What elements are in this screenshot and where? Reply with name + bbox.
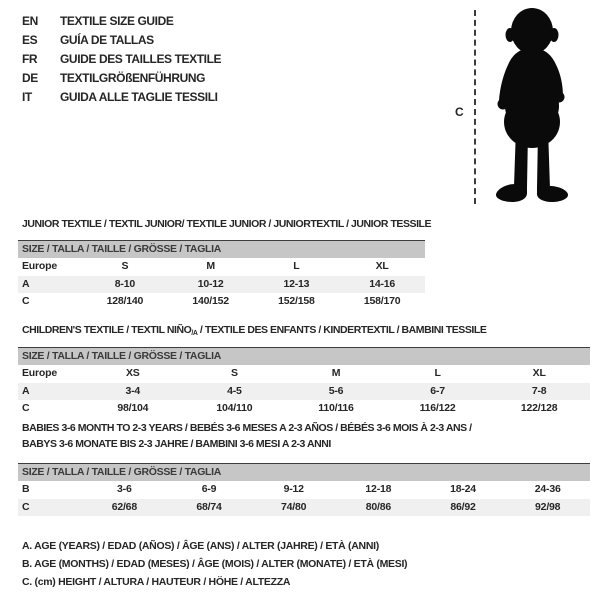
children-title-post: / TEXTILE DES ENFANTS / KINDERTEXTIL / BAMBINI TESSILE bbox=[197, 324, 487, 336]
row-label: B bbox=[22, 483, 30, 495]
size-value-cell: S bbox=[230, 367, 238, 379]
size-value-cell: 158/170 bbox=[363, 295, 401, 307]
table-row bbox=[18, 481, 590, 499]
size-value-cell: 104/110 bbox=[216, 402, 253, 414]
lang-title: TEXTILE SIZE GUIDE bbox=[60, 14, 174, 28]
size-value-cell: 116/122 bbox=[419, 402, 456, 414]
lang-title: TEXTILGRÖßENFÜHRUNG bbox=[60, 71, 206, 85]
size-value-cell: 80/86 bbox=[365, 500, 391, 513]
row-label: C bbox=[22, 402, 30, 414]
size-value-cell: 3-4 bbox=[125, 384, 141, 397]
lang-code: EN bbox=[22, 14, 38, 28]
lang-row-fr bbox=[22, 50, 221, 69]
size-value-cell: 152/158 bbox=[278, 295, 315, 307]
row-label: A bbox=[22, 384, 30, 397]
height-measure-dashed-line bbox=[474, 10, 476, 204]
table-row bbox=[18, 383, 590, 401]
size-value-cell: 62/68 bbox=[111, 500, 137, 513]
junior-section-title: JUNIOR TEXTILE / TEXTIL JUNIOR/ TEXTILE JUNIOR / JUNIORTEXTIL / JUNIOR TESSILE bbox=[22, 218, 432, 230]
size-value-cell: 8-10 bbox=[114, 277, 135, 290]
babies-title-line2: BABYS 3-6 MONATE BIS 2-3 JAHRE / BAMBINI 3-6 MESI A 2-3 ANNI bbox=[22, 438, 331, 450]
size-value-cell: 7-8 bbox=[531, 384, 547, 397]
size-value-cell: 110/116 bbox=[318, 402, 354, 414]
size-value-cell: 86/92 bbox=[450, 500, 476, 513]
row-label: C bbox=[22, 295, 30, 307]
size-value-cell: 18-24 bbox=[450, 483, 476, 495]
children-size-table bbox=[18, 347, 590, 418]
table-row bbox=[18, 276, 425, 294]
lang-code: FR bbox=[22, 52, 38, 66]
children-title-sub: /A bbox=[191, 330, 198, 337]
row-label: Europe bbox=[22, 260, 57, 272]
lang-title: GUIDE DES TAILLES TEXTILE bbox=[60, 52, 222, 66]
babies-size-table bbox=[18, 463, 590, 516]
footnote-c: C. (cm) HEIGHT / ALTURA / HAUTEUR / HÖHE / ALTEZZA bbox=[22, 576, 291, 588]
size-value-cell: 122/128 bbox=[520, 402, 558, 414]
size-value-cell: 12-18 bbox=[365, 483, 392, 495]
size-value-cell: 140/152 bbox=[192, 295, 229, 307]
size-value-cell: L bbox=[293, 260, 300, 272]
size-value-cell: S bbox=[121, 260, 129, 272]
table-row bbox=[18, 365, 590, 383]
lang-title: GUÍA DE TALLAS bbox=[60, 33, 154, 47]
table-row bbox=[18, 499, 590, 517]
footnotes bbox=[22, 537, 407, 591]
size-value-cell: 74/80 bbox=[281, 500, 307, 513]
footnote-a: A. AGE (YEARS) / EDAD (AÑOS) / ÂGE (ANS) / ALTER (JAHRE) / ETÀ (ANNI) bbox=[22, 540, 379, 552]
table-row bbox=[18, 258, 425, 276]
babies-title-line1: BABIES 3-6 MONTH TO 2-3 YEARS / BEBÉS 3-6 MESES A 2-3 AÑOS / BÉBÉS 3-6 MOIS À 2-3 ANS / bbox=[22, 422, 472, 434]
table-row bbox=[18, 400, 590, 418]
lang-row-it bbox=[22, 88, 221, 107]
size-value-cell: 6-9 bbox=[201, 483, 217, 495]
size-value-cell: 12-13 bbox=[283, 277, 310, 290]
size-value-cell: 98/104 bbox=[117, 402, 149, 414]
lang-row-en bbox=[22, 12, 221, 31]
table-row bbox=[18, 293, 425, 311]
size-table-header: SIZE / TALLA / TAILLE / GRÖSSE / TAGLIA bbox=[18, 241, 425, 258]
lang-code: DE bbox=[22, 71, 38, 85]
lang-row-es bbox=[22, 31, 221, 50]
children-section-title bbox=[22, 322, 486, 342]
footnote-b: B. AGE (MONTHS) / EDAD (MESES) / ÂGE (MOIS) / ALTER (MONATE) / ETÀ (MESI) bbox=[22, 558, 408, 570]
size-value-cell: XS bbox=[125, 367, 140, 379]
size-value-cell: M bbox=[206, 260, 215, 272]
row-label: Europe bbox=[22, 367, 57, 379]
lang-title: GUIDA ALLE TAGLIE TESSILI bbox=[60, 90, 218, 104]
size-value-cell: 14-16 bbox=[369, 277, 396, 290]
size-value-cell: 4-5 bbox=[227, 384, 242, 397]
baby-silhouette-icon bbox=[482, 6, 582, 206]
size-table-header: SIZE / TALLA / TAILLE / GRÖSSE / TAGLIA bbox=[18, 464, 590, 481]
babies-section-title bbox=[22, 420, 472, 452]
size-value-cell: L bbox=[434, 367, 441, 379]
size-value-cell: XL bbox=[375, 260, 389, 272]
lang-row-de bbox=[22, 69, 221, 88]
row-label: A bbox=[22, 277, 30, 290]
size-value-cell: 10-12 bbox=[197, 277, 224, 290]
children-title-pre: CHILDREN'S TEXTILE / TEXTIL NIÑO bbox=[22, 324, 192, 336]
size-value-cell: M bbox=[331, 367, 341, 379]
size-table-header: SIZE / TALLA / TAILLE / GRÖSSE / TAGLIA bbox=[18, 348, 590, 365]
size-value-cell: 5-6 bbox=[328, 384, 344, 397]
size-value-cell: 68/74 bbox=[196, 500, 222, 513]
size-value-cell: 24-36 bbox=[534, 483, 561, 495]
language-list bbox=[22, 12, 221, 107]
lang-code: IT bbox=[22, 90, 32, 104]
lang-code: ES bbox=[22, 33, 38, 47]
size-value-cell: 9-12 bbox=[283, 483, 304, 495]
size-value-cell: XL bbox=[532, 367, 546, 379]
row-label: C bbox=[22, 500, 30, 513]
size-value-cell: 3-6 bbox=[117, 483, 132, 495]
size-value-cell: 128/140 bbox=[106, 295, 144, 307]
size-value-cell: 92/98 bbox=[535, 500, 561, 513]
height-measure-label: C bbox=[455, 105, 464, 119]
size-value-cell: 6-7 bbox=[430, 384, 445, 397]
junior-size-table bbox=[18, 240, 425, 311]
